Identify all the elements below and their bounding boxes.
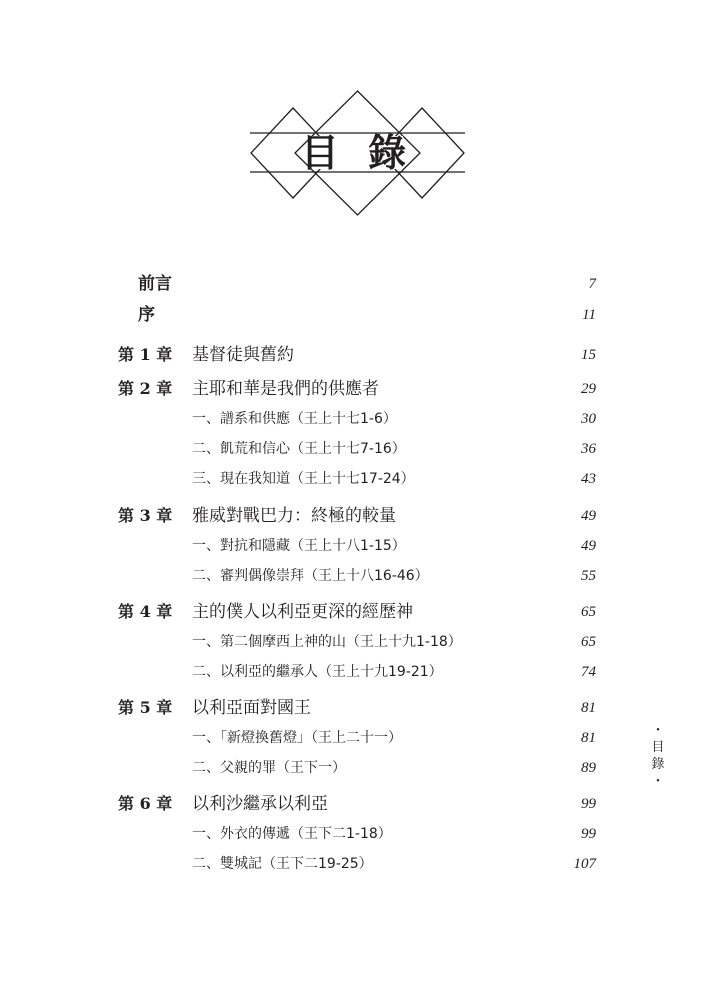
toc-section[interactable] <box>0 756 714 780</box>
chapter-number: 第 2 章 <box>118 379 173 398</box>
page-number: 15 <box>581 347 596 363</box>
chapter-number: 第 5 章 <box>118 698 173 717</box>
page-number: 99 <box>581 796 596 812</box>
chapter-title: 以利沙繼承以利亞 <box>192 794 328 814</box>
chapter-number: 第 1 章 <box>118 345 173 364</box>
section-title: 三、現在我知道（王上十七17-24） <box>192 471 415 487</box>
toc-chapter-1[interactable] <box>0 343 714 367</box>
page-number: 49 <box>581 538 596 554</box>
toc-section[interactable] <box>0 852 714 876</box>
chapter-number: 第 4 章 <box>118 602 173 621</box>
toc-chapter-5[interactable] <box>0 696 714 720</box>
chapter-title: 基督徒與舊約 <box>192 345 294 365</box>
section-title: 一、「新燈換舊燈」（王上二十一） <box>192 730 402 746</box>
section-title: 二、飢荒和信心（王上十七7-16） <box>192 441 406 457</box>
toc-section[interactable] <box>0 407 714 431</box>
page-number: 107 <box>573 856 596 872</box>
toc-section[interactable] <box>0 630 714 654</box>
page-number: 43 <box>581 471 596 487</box>
toc-section[interactable] <box>0 660 714 684</box>
page-number: 89 <box>581 760 596 776</box>
toc-section[interactable] <box>0 437 714 461</box>
page-number: 74 <box>581 664 596 680</box>
section-title: 二、以利亞的繼承人（王上十九19-21） <box>192 664 443 680</box>
page-number: 29 <box>581 381 596 397</box>
section-title: 二、審判偶像崇拜（王上十八16-46） <box>192 568 429 584</box>
section-title: 一、第二個摩西上神的山（王上十九1-18） <box>192 634 462 650</box>
chapter-title: 主的僕人以利亞更深的經歷神 <box>192 602 413 622</box>
section-title: 一、外衣的傳遞（王下二1-18） <box>192 826 392 842</box>
toc-front-entry-preface[interactable] <box>0 272 714 296</box>
page-number: 65 <box>581 634 596 650</box>
chapter-number: 第 3 章 <box>118 506 173 525</box>
page-number: 99 <box>581 826 596 842</box>
section-title: 二、父親的罪（王下一） <box>192 760 346 776</box>
toc-section[interactable] <box>0 726 714 750</box>
page-number: 81 <box>581 730 596 746</box>
page-title: 目 錄 <box>300 130 415 175</box>
page-number: 36 <box>581 441 596 457</box>
page-number: 49 <box>581 508 596 524</box>
toc-chapter-2[interactable] <box>0 377 714 401</box>
chapter-number: 第 6 章 <box>118 794 173 813</box>
chapter-title: 主耶和華是我們的供應者 <box>192 379 379 399</box>
toc-chapter-6[interactable] <box>0 792 714 816</box>
page-number: 11 <box>582 307 596 323</box>
toc-section[interactable] <box>0 467 714 491</box>
page-number: 30 <box>581 411 596 427</box>
toc-front-entry-foreword[interactable] <box>0 303 714 327</box>
side-char: 目 <box>651 740 665 755</box>
side-dot: ・ <box>651 723 665 738</box>
side-dot: ・ <box>651 774 665 789</box>
side-running-title <box>650 722 666 790</box>
toc-chapter-3[interactable] <box>0 504 714 528</box>
toc-section[interactable] <box>0 534 714 558</box>
toc-chapter-4[interactable] <box>0 600 714 624</box>
section-title: 一、譜系和供應（王上十七1-6） <box>192 411 397 427</box>
chapter-title: 以利亞面對國王 <box>192 698 311 718</box>
entry-label: 序 <box>138 305 155 325</box>
chapter-title: 雅威對戰巴力：終極的較量 <box>192 506 396 526</box>
page-number: 7 <box>588 276 596 292</box>
entry-label: 前言 <box>138 274 172 294</box>
side-char: 錄 <box>651 757 665 772</box>
section-title: 一、對抗和隱藏（王上十八1-15） <box>192 538 406 554</box>
page-number: 55 <box>581 568 596 584</box>
toc-section[interactable] <box>0 564 714 588</box>
section-title: 二、雙城記（王下二19-25） <box>192 856 373 872</box>
page-number: 65 <box>581 604 596 620</box>
page-number: 81 <box>581 700 596 716</box>
toc-section[interactable] <box>0 822 714 846</box>
